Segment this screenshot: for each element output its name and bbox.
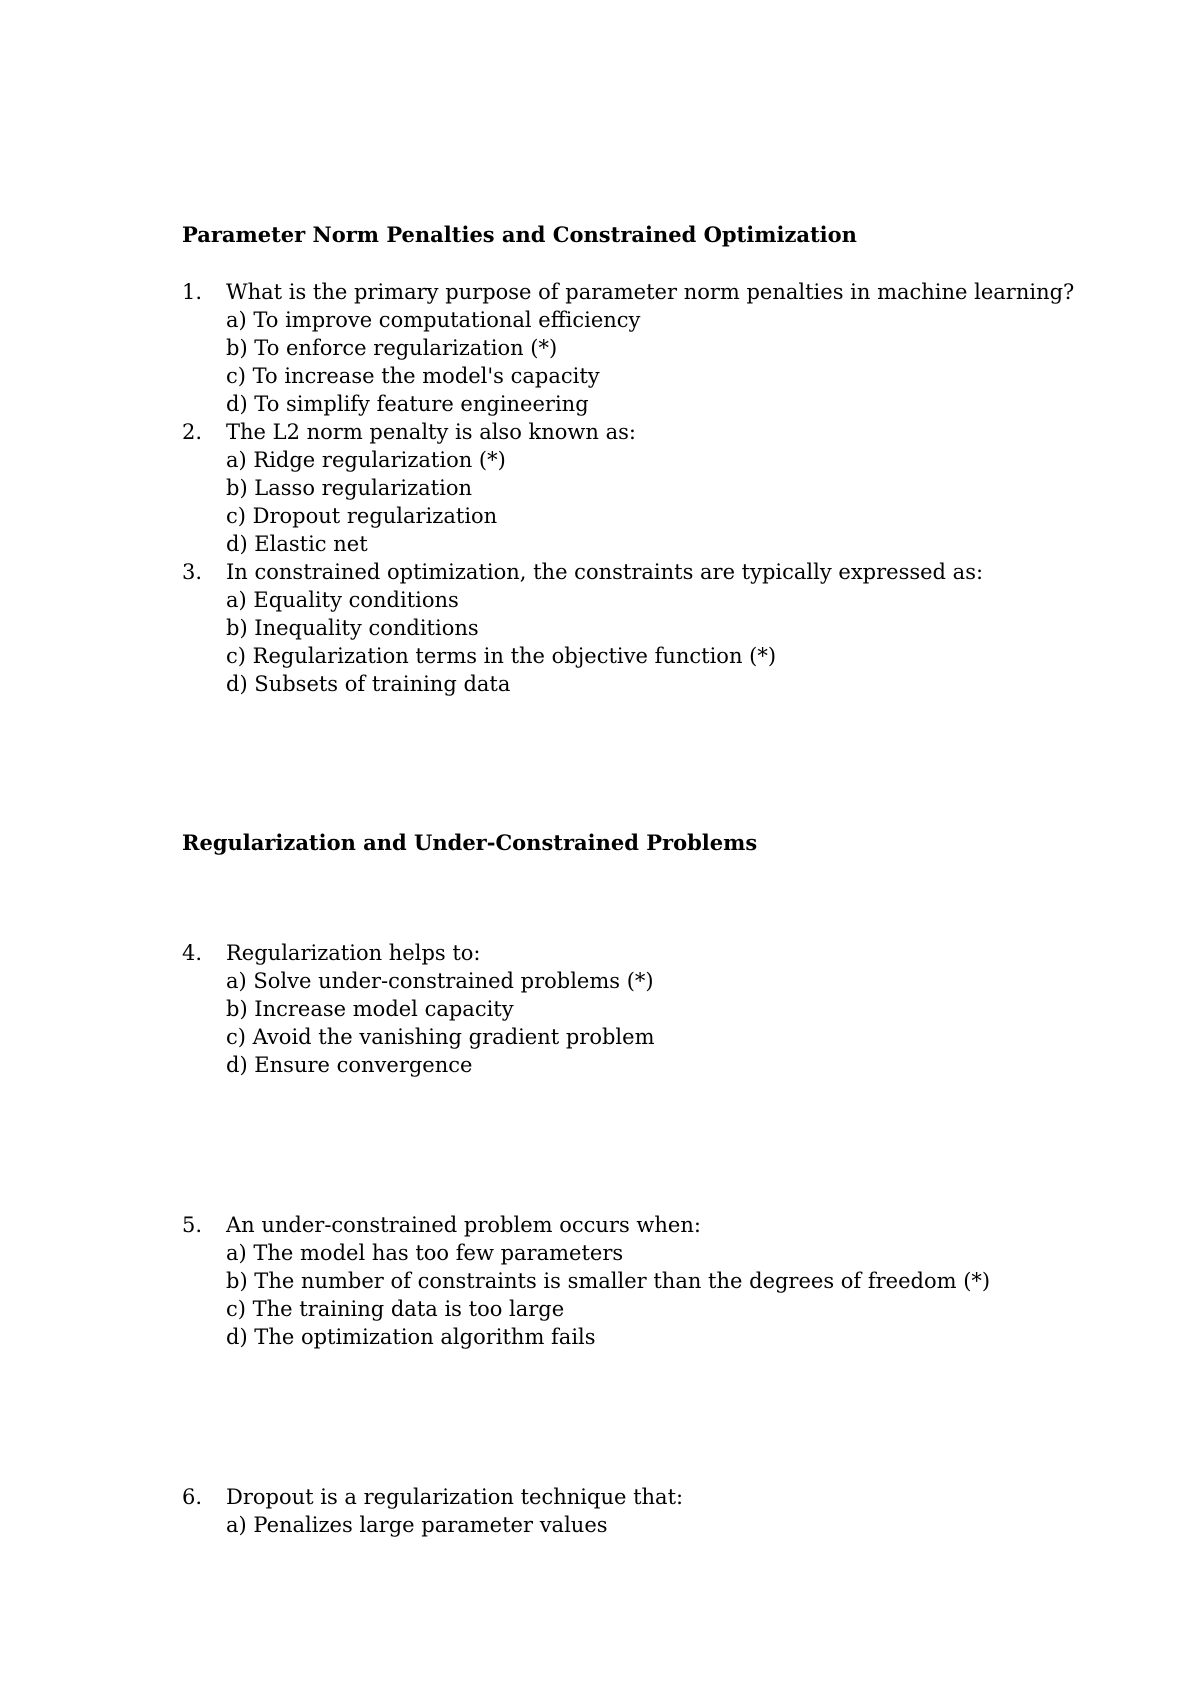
question-number: 5. xyxy=(182,1213,203,1237)
question-4 xyxy=(182,939,481,967)
option: c) Dropout regularization xyxy=(226,504,498,528)
option: b) Inequality conditions xyxy=(226,616,479,640)
option: a) The model has too few parameters xyxy=(226,1241,624,1265)
option: d) The optimization algorithm fails xyxy=(226,1325,596,1349)
option: b) Increase model capacity xyxy=(226,997,514,1021)
option: d) Elastic net xyxy=(226,532,368,556)
question-1 xyxy=(182,278,1074,306)
question-text: Regularization helps to: xyxy=(226,941,481,965)
option: a) Ridge regularization (*) xyxy=(226,448,506,472)
question-number: 1. xyxy=(182,280,203,304)
question-number: 3. xyxy=(182,560,203,584)
option: c) To increase the model's capacity xyxy=(226,364,600,388)
question-number: 6. xyxy=(182,1485,203,1509)
question-2 xyxy=(182,418,636,446)
option: d) Ensure convergence xyxy=(226,1053,473,1077)
option: a) Solve under-constrained problems (*) xyxy=(226,969,654,993)
section-heading: Parameter Norm Penalties and Constrained Optimization xyxy=(182,222,857,247)
option: a) Equality conditions xyxy=(226,588,459,612)
question-text: In constrained optimization, the constraints are typically expressed as: xyxy=(226,560,984,584)
question-5 xyxy=(182,1211,701,1239)
option: b) To enforce regularization (*) xyxy=(226,336,558,360)
option: c) Regularization terms in the objective function (*) xyxy=(226,644,777,668)
section-heading: Regularization and Under-Constrained Problems xyxy=(182,830,758,855)
option: b) Lasso regularization xyxy=(226,476,472,500)
option: a) Penalizes large parameter values xyxy=(226,1513,608,1537)
option: d) To simplify feature engineering xyxy=(226,392,589,416)
option: c) The training data is too large xyxy=(226,1297,565,1321)
question-text: Dropout is a regularization technique that: xyxy=(226,1485,684,1509)
question-text: The L2 norm penalty is also known as: xyxy=(226,420,636,444)
question-text: What is the primary purpose of parameter norm penalties in machine learning? xyxy=(226,280,1075,304)
option: d) Subsets of training data xyxy=(226,672,511,696)
question-6 xyxy=(182,1483,683,1511)
question-number: 2. xyxy=(182,420,203,444)
option: a) To improve computational efficiency xyxy=(226,308,641,332)
option: b) The number of constraints is smaller than the degrees of freedom (*) xyxy=(226,1269,991,1293)
question-3 xyxy=(182,558,983,586)
question-text: An under-constrained problem occurs when: xyxy=(226,1213,701,1237)
option: c) Avoid the vanishing gradient problem xyxy=(226,1025,655,1049)
question-number: 4. xyxy=(182,941,203,965)
